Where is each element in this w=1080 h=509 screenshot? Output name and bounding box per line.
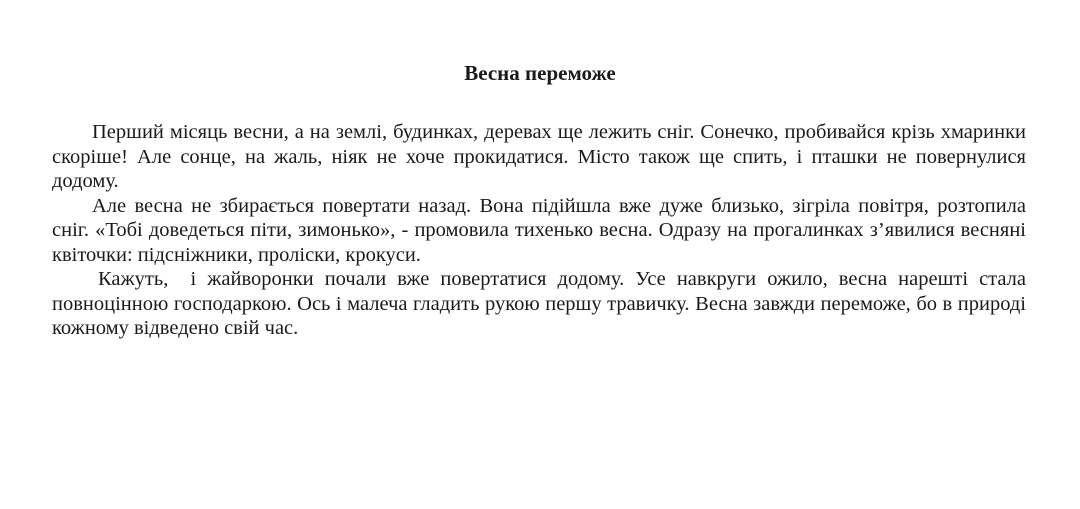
paragraph-2: Але весна не збирається повертати назад. Вона підійшла вже дуже близько, зігріла повітря, розтопила сніг. «Тобі доведеться піти, зимонько», - промовила тихенько весна. Одразу на прогалинках з’явилися весняні квіточки: підсніжники, проліски, крокуси. — [52, 194, 1026, 266]
paragraph-1: Перший місяць весни, а на землі, будинках, деревах ще лежить сніг. Сонечко, пробивайся крізь хмаринки скоріше! Але сонце, на жаль, ніяк не хоче прокидатися. Місто також ще спить, і пташки не повернулися додому. — [52, 121, 1026, 192]
document-body — [52, 120, 1032, 341]
document-title: Весна переможе — [464, 61, 616, 85]
paragraph-3: Кажуть, і жайворонки почали вже повертатися додому. Усе навкруги ожило, весна нарешті стала повноцінною господаркою. Ось і малеча гладить рукою першу травичку. Весна завжди переможе, бо в природі кожному відведено свій час. — [52, 268, 1032, 339]
